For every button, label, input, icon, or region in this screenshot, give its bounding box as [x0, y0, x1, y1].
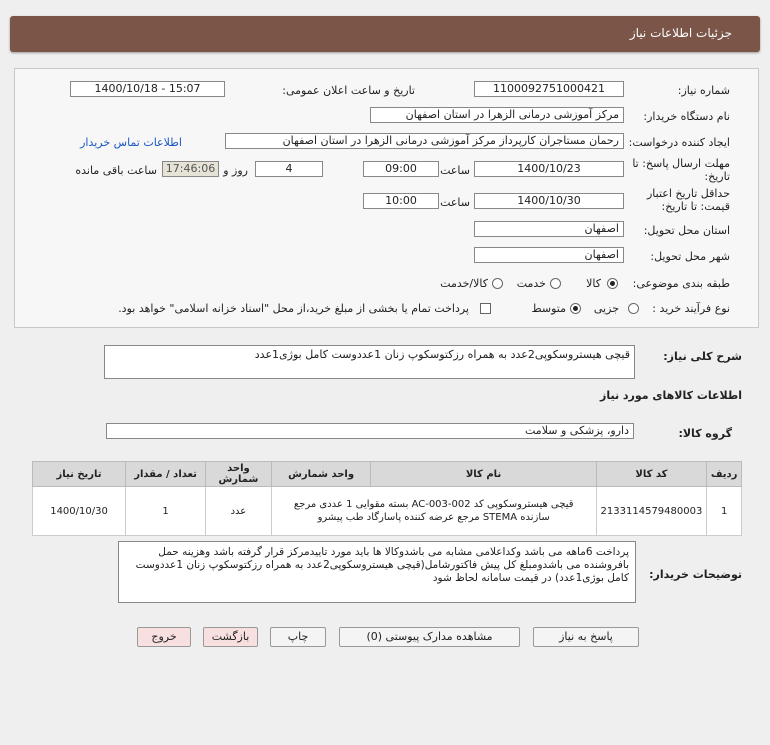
creator-label: ایجاد کننده درخواست:	[628, 136, 730, 149]
summary-label: شرح کلی نیاز:	[663, 350, 742, 363]
category-both-label: کالا/خدمت	[440, 277, 488, 290]
need-info-panel	[14, 68, 759, 328]
category-goods-label: کالا	[586, 277, 601, 290]
validity-date-label: قیمت: تا تاریخ:	[661, 200, 730, 213]
category-service-radio[interactable]	[550, 278, 561, 289]
cell-row-no: 1	[707, 487, 742, 536]
validity-time-label: ساعت	[440, 196, 470, 209]
goods-group-label: گروه کالا:	[678, 427, 732, 440]
col-need-date: تاریخ نیاز	[33, 462, 126, 487]
reply-date-field: 1400/10/23	[474, 161, 624, 177]
goods-group-field: دارو، پزشکی و سلامت	[106, 423, 634, 439]
col-goods-code: کد کالا	[596, 462, 707, 487]
col-goods-name: نام کالا	[371, 462, 596, 487]
table-row	[33, 487, 742, 536]
announce-field: 1400/10/18 - 15:07	[70, 81, 225, 97]
goods-table	[32, 461, 742, 536]
buyer-label: نام دستگاه خریدار:	[643, 110, 730, 123]
treasury-payment-checkbox[interactable]	[480, 303, 491, 314]
time-remaining-field: 17:46:06	[162, 161, 219, 177]
days-remaining-field: 4	[255, 161, 323, 177]
need-no-label: شماره نیاز:	[677, 84, 730, 97]
creator-field: رحمان مستاجران کارپرداز مرکز آموزشی درمانی الزهرا در استان اصفهان	[225, 133, 624, 149]
reply-deadline-label: مهلت ارسال پاسخ: تا	[632, 157, 730, 170]
category-goods-radio[interactable]	[607, 278, 618, 289]
reply-date-label: تاریخ:	[704, 170, 730, 183]
summary-field: قیچی هیستروسکوپی2عدد به همراه رزکتوسکوپ زنان 1عددوست کامل بوژی1عدد	[104, 345, 635, 379]
page-header	[10, 16, 760, 52]
city-label: شهر محل تحویل:	[650, 250, 730, 263]
city-field: اصفهان	[474, 247, 624, 263]
process-medium-label: متوسط	[531, 302, 566, 315]
treasury-payment-note: پرداخت تمام یا بخشی از مبلغ خرید،از محل "اسناد خزانه اسلامی" خواهد بود.	[118, 302, 469, 315]
validity-label: حداقل تاریخ اعتبار	[646, 187, 730, 200]
cell-goods-name: قیچی هیستروسکوپی کد AC-003-002 بسته مقوایی 1 عددی مرجع سازنده STEMA مرجع عرضه کننده پاسارگاد طب پیشرو	[271, 487, 596, 536]
buyer-notes-label: توضیحات خریدار:	[649, 568, 742, 581]
process-medium-radio[interactable]	[570, 303, 581, 314]
reply-time-label: ساعت	[440, 164, 470, 177]
buyer-contact-link[interactable]: اطلاعات تماس خریدار	[80, 136, 182, 149]
announce-label: تاریخ و ساعت اعلان عمومی:	[282, 84, 415, 97]
exit-button[interactable]: خروج	[137, 627, 191, 647]
category-both-radio[interactable]	[492, 278, 503, 289]
back-button[interactable]: بازگشت	[203, 627, 258, 647]
process-label: نوع فرآیند خرید :	[652, 302, 730, 315]
goods-section-title: اطلاعات کالاهای مورد نیاز	[600, 389, 742, 402]
province-label: استان محل تحویل:	[643, 224, 730, 237]
time-remaining-label: ساعت باقی مانده	[75, 164, 157, 177]
col-unit: واحد شمارش	[206, 462, 272, 487]
cell-goods-code: 2133114579480003	[596, 487, 707, 536]
province-field: اصفهان	[474, 221, 624, 237]
buyer-field: مرکز آموزشی درمانی الزهرا در استان اصفهان	[370, 107, 624, 123]
validity-time-field: 10:00	[363, 193, 439, 209]
col-row: ردیف	[707, 462, 742, 487]
need-no-field: 1100092751000421	[474, 81, 624, 97]
reply-button[interactable]: پاسخ به نیاز	[533, 627, 639, 647]
validity-date-field: 1400/10/30	[474, 193, 624, 209]
cell-quantity: 1	[126, 487, 206, 536]
days-label: روز و	[223, 164, 248, 177]
process-partial-radio[interactable]	[628, 303, 639, 314]
page-title: جزئيات اطلاعات نياز	[629, 26, 732, 40]
col-quantity: تعداد / مقدار	[126, 462, 206, 487]
category-service-label: خدمت	[516, 277, 546, 290]
col-unit-of-measure: واحد شمارش	[271, 462, 371, 487]
cell-unit: عدد	[206, 487, 272, 536]
buyer-notes-field: پرداخت 6ماهه می باشد وکداعلامی مشابه می باشدوکالا ها باید مورد تاییدمرکز قرار گرفته باشد وهزینه حمل بافروشنده می باشدومبلغ کل پیش فاکتورشامل(قیچی هیستروسکوپی2عدد به همراه رزکتوسکوپ زنان 1عددوست کامل بوژی1عدد) در قیمت سامانه لحاظ شود	[118, 541, 636, 603]
cell-need-date: 1400/10/30	[33, 487, 126, 536]
category-label: طبقه بندی موضوعی:	[632, 277, 730, 290]
print-button[interactable]: چاپ	[270, 627, 326, 647]
process-partial-label: جزیی	[593, 302, 619, 315]
view-attachments-button[interactable]: مشاهده مدارک پیوستی (0)	[339, 627, 520, 647]
reply-time-field: 09:00	[363, 161, 439, 177]
